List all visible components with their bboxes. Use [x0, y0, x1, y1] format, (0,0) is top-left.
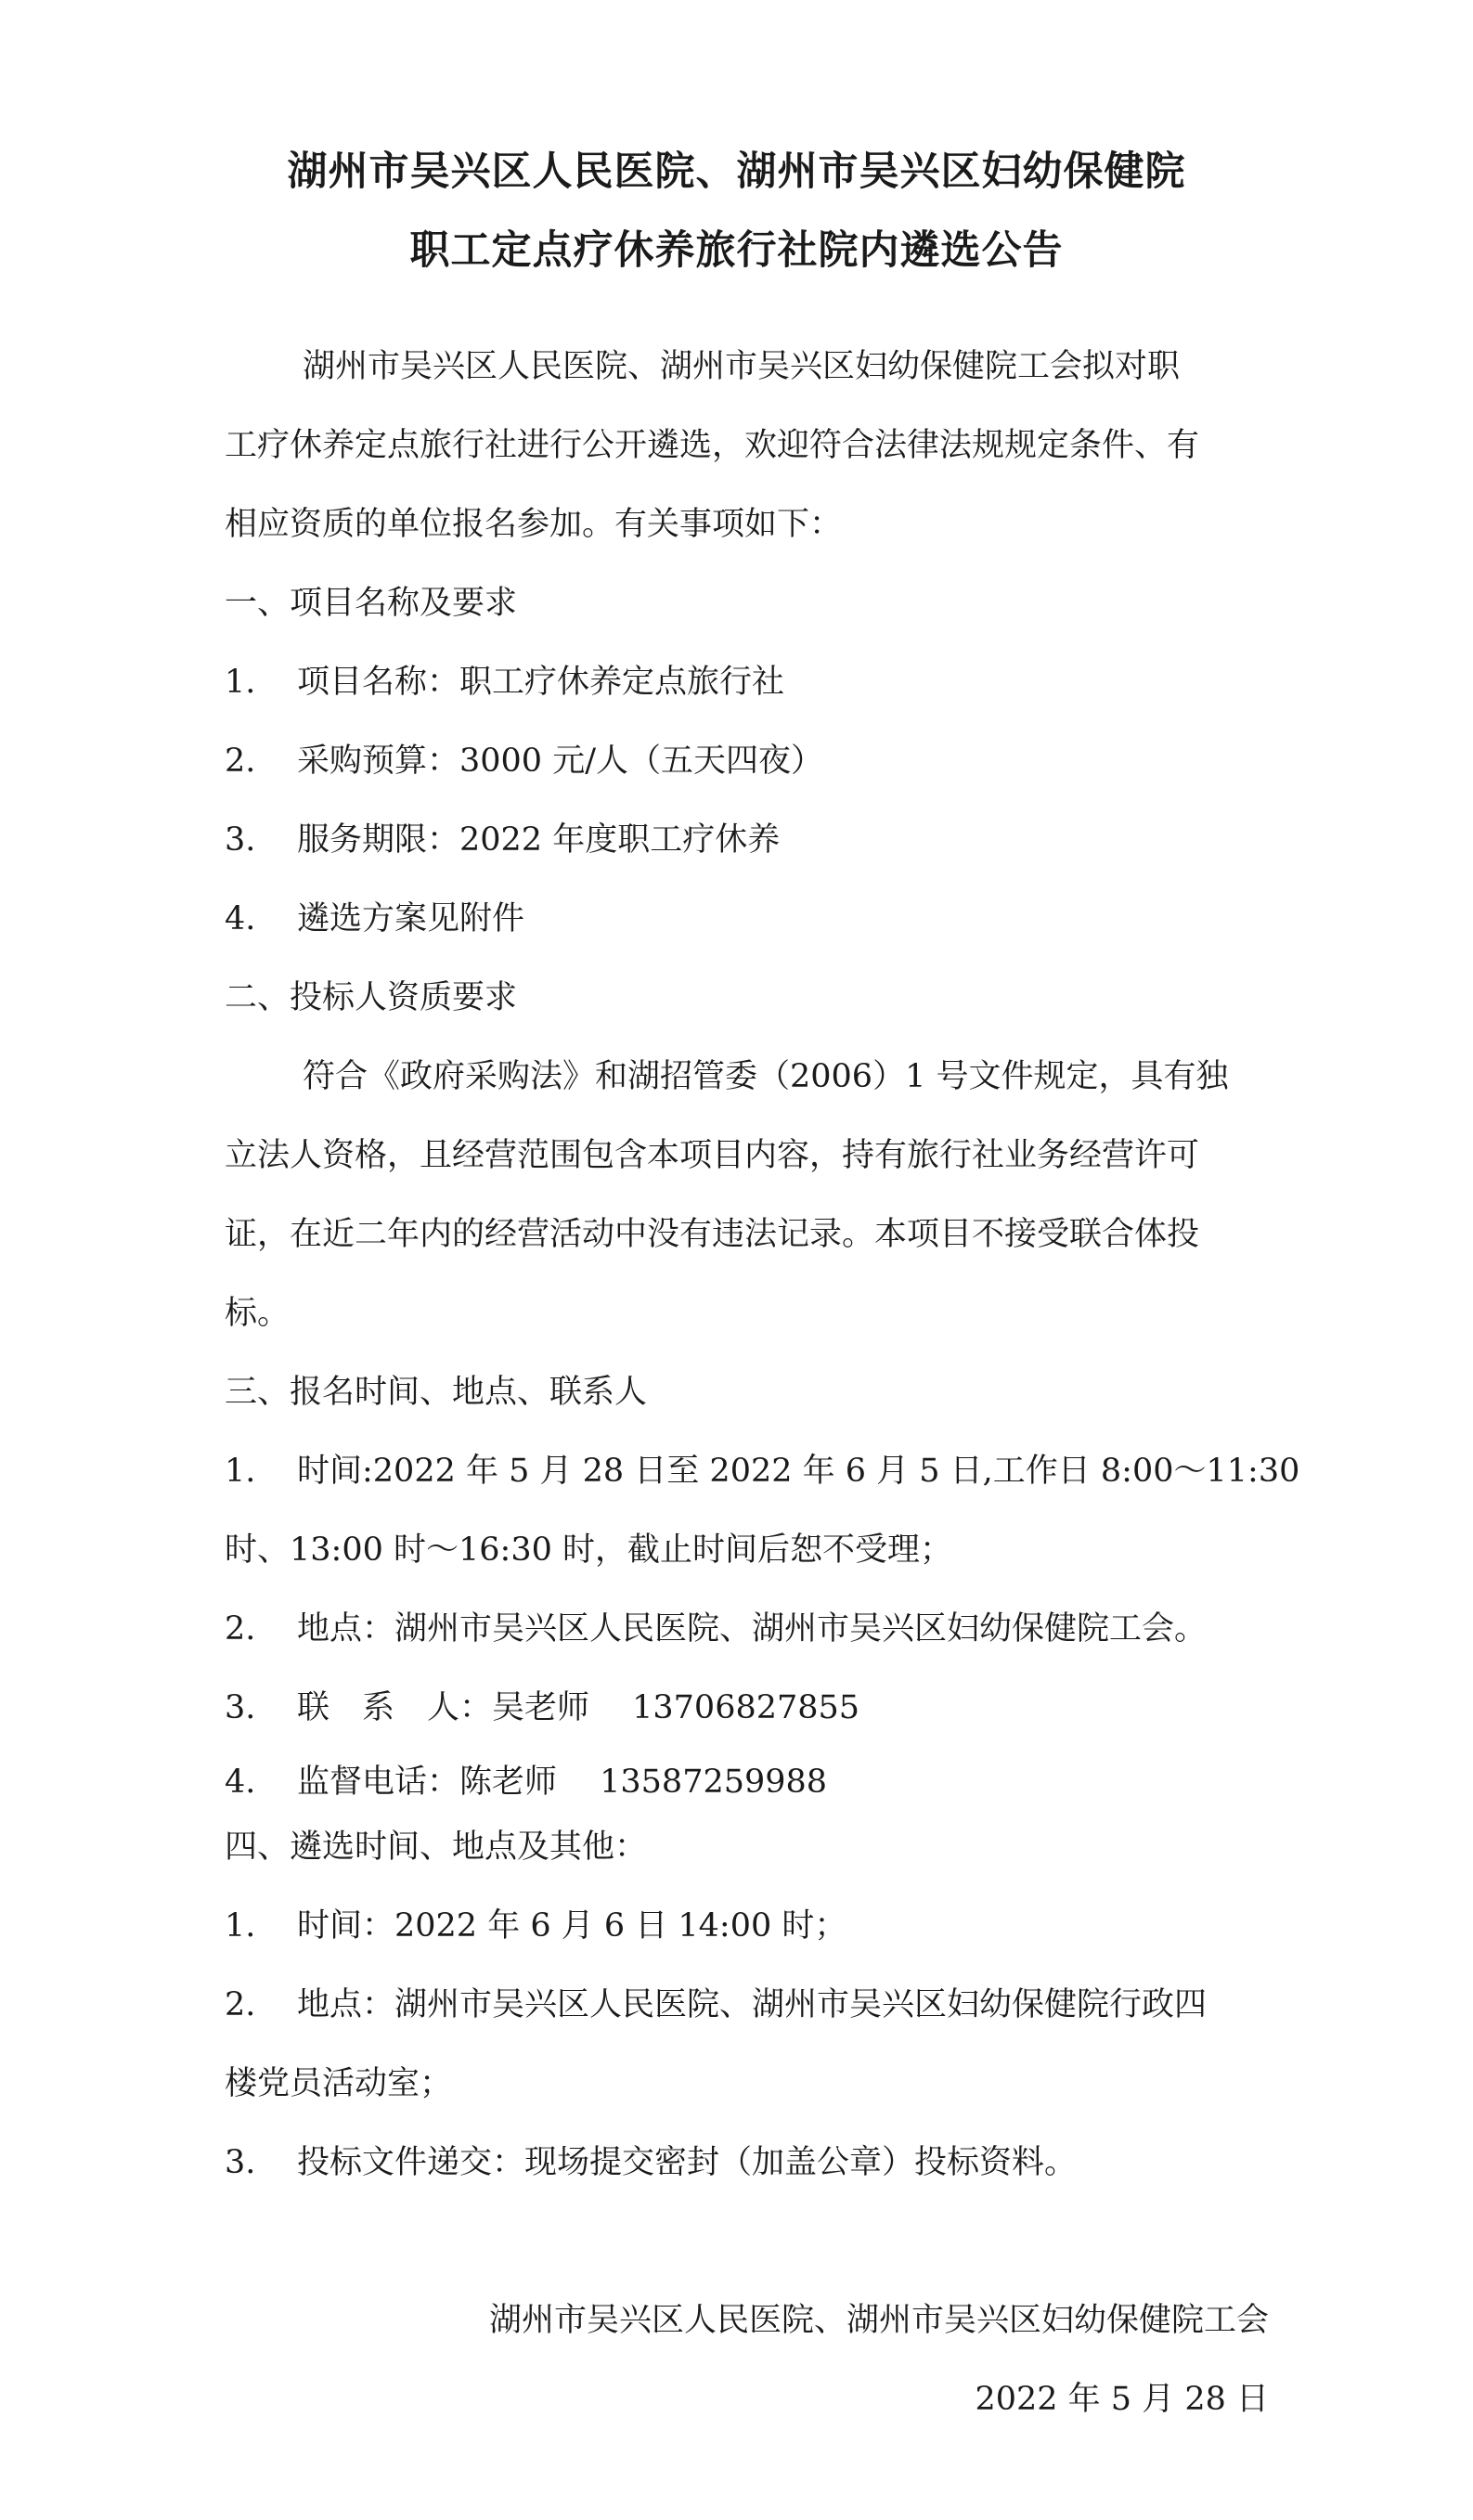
- intro-line-1: 湖州市吴兴区人民医院、湖州市吴兴区妇幼保健院工会拟对职: [303, 348, 1181, 385]
- item-text: 采购预算：3000 元/人（五天四夜）: [297, 743, 823, 780]
- item-text: 服务期限：2022 年度职工疗休养: [297, 821, 781, 859]
- intro-line-2: 工疗休养定点旅行社进行公开遴选，欢迎符合法律法规规定条件、有: [225, 427, 1200, 464]
- section-4-item-3: [225, 2139, 1264, 2186]
- item-text: 时间：2022 年 6 月 6 日 14:00 时；: [297, 1907, 847, 1945]
- item-text: 项目名称：职工疗休养定点旅行社: [297, 664, 785, 701]
- supervision-phone-text: 监督电话：陈老师 13587259988: [297, 1764, 828, 1801]
- section-3-item-1: [225, 1448, 1300, 1494]
- item-number: 4.: [225, 1764, 256, 1801]
- item-number: 2.: [225, 1610, 256, 1648]
- section-1-item-1: [225, 659, 1264, 705]
- signature-date: 2022 年 5 月 28 日: [975, 2381, 1269, 2418]
- section-1-heading: 一、项目名称及要求: [225, 585, 518, 622]
- section-4-heading: 四、遴选时间、地点及其他：: [225, 1829, 648, 1866]
- contact-text: 联 系 人：吴老师 13706827855: [297, 1689, 860, 1726]
- item-number: 2.: [225, 1986, 256, 2023]
- item-number: 2.: [225, 743, 256, 780]
- item-text: 投标文件递交：现场提交密封（加盖公章）投标资料。: [297, 2144, 1078, 2181]
- section-4-item-2: [225, 1982, 1264, 2028]
- section-2-line-4: 标。: [225, 1295, 291, 1332]
- signature-organization: 湖州市吴兴区人民医院、湖州市吴兴区妇幼保健院工会: [488, 2302, 1269, 2339]
- section-1-item-4: [225, 896, 1264, 942]
- intro-line-3: 相应资质的单位报名参加。有关事项如下：: [225, 506, 843, 543]
- item-text: 地点：湖州市吴兴区人民医院、湖州市吴兴区妇幼保健院工会。: [297, 1610, 1208, 1648]
- item-text: 遴选方案见附件: [297, 900, 525, 937]
- item-number: 1.: [225, 664, 256, 701]
- item-number: 4.: [225, 900, 256, 937]
- section-2-heading: 二、投标人资质要求: [225, 979, 518, 1016]
- section-4-item-2-continued: 楼党员活动室；: [225, 2065, 453, 2102]
- section-1-item-3: [225, 817, 1264, 863]
- section-3-item-4: [225, 1759, 1264, 1805]
- section-4-item-1: [225, 1903, 1264, 1949]
- document-title-line-1: 湖州市吴兴区人民医院、湖州市吴兴区妇幼保健院: [287, 149, 1186, 195]
- document-title-line-2: 职工定点疗休养旅行社院内遴选公告: [409, 227, 1064, 274]
- section-3-item-3: [225, 1685, 1264, 1731]
- item-number: 3.: [225, 821, 256, 859]
- item-number: 1.: [225, 1453, 256, 1490]
- section-2-line-1: 符合《政府采购法》和湖招管委（2006）1 号文件规定，具有独: [303, 1058, 1229, 1095]
- item-number: 3.: [225, 2144, 256, 2181]
- item-number: 1.: [225, 1907, 256, 1945]
- section-2-line-2: 立法人资格，且经营范围包含本项目内容，持有旅行社业务经营许可: [225, 1137, 1200, 1174]
- section-3-item-1-continued: 时、13:00 时～16:30 时，截止时间后恕不受理；: [225, 1531, 952, 1569]
- item-text: 时间:2022 年 5 月 28 日至 2022 年 6 月 5 日,工作日 8:00～11:30: [297, 1453, 1300, 1490]
- item-number: 3.: [225, 1689, 256, 1726]
- section-3-item-2: [225, 1606, 1264, 1652]
- section-1-item-2: [225, 738, 1264, 784]
- section-3-heading: 三、报名时间、地点、联系人: [225, 1374, 648, 1411]
- section-2-line-3: 证，在近二年内的经营活动中没有违法记录。本项目不接受联合体投: [225, 1216, 1200, 1253]
- item-text: 地点：湖州市吴兴区人民医院、湖州市吴兴区妇幼保健院行政四: [297, 1986, 1208, 2023]
